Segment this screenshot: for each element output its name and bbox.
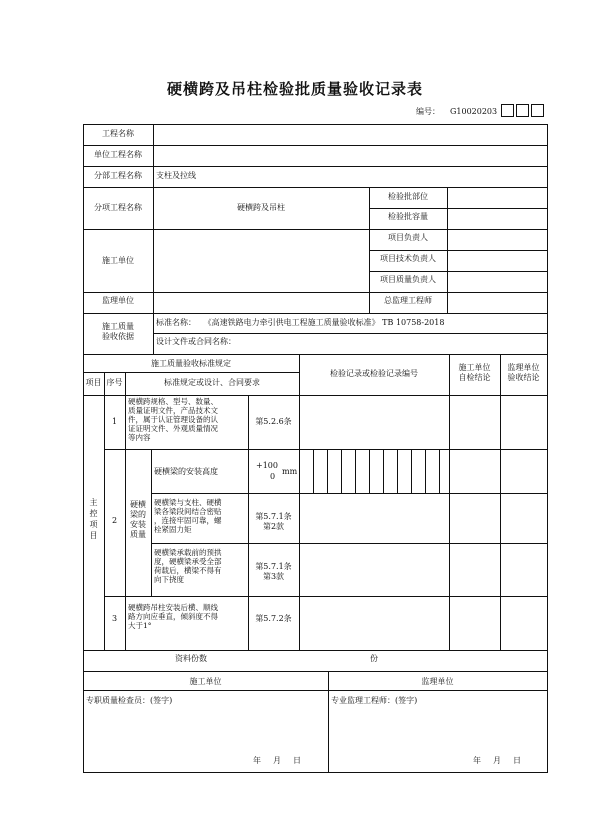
- grid-line: [104, 449, 547, 450]
- row-2a-tol-plus: +100: [256, 461, 278, 470]
- acceptance-spec-header: 施工质量验收标准规定: [151, 359, 231, 368]
- row-2a-tol-zero: 0: [270, 472, 276, 481]
- row-2-seq: 2: [111, 516, 118, 525]
- grid-line: [447, 187, 448, 313]
- item-project-label: 分项工程名称: [94, 203, 142, 212]
- inspector-signature[interactable]: 专职质量检查员：(签字): [86, 696, 173, 705]
- grid-line: [449, 354, 450, 650]
- quality-leader-label: 项目质量负责人: [380, 275, 436, 284]
- grid-line: [397, 449, 398, 493]
- standard-value: 《高速铁路电力牵引供电工程施工质量验收标准》 TB 10758-2018: [203, 318, 445, 327]
- grid-line: [83, 395, 547, 396]
- grid-line: [369, 208, 547, 209]
- grid-line: [83, 354, 547, 355]
- supervision-unit-label: 监理单位: [102, 296, 134, 305]
- grid-line: [355, 449, 356, 493]
- row-1-seq: 1: [111, 417, 118, 426]
- construction-year: 年: [253, 756, 261, 765]
- row-2c-requirement: 硬横梁承载前的预拱 度，硬横梁承受全部 荷载后，横梁不得有 向下挠度: [154, 548, 222, 584]
- construction-conclusion-2: 自检结论: [458, 373, 491, 382]
- tech-leader-label: 项目技术负责人: [380, 254, 436, 263]
- supervision-month: 月: [493, 756, 501, 765]
- main-control-label: 主 控 项 目: [89, 498, 98, 540]
- form-code: [416, 106, 497, 117]
- unit-project-label: 单位工程名称: [94, 150, 142, 159]
- grid-line: [411, 449, 412, 493]
- grid-line: [151, 449, 152, 596]
- record-header: 检验记录或检验记录编号: [330, 369, 418, 378]
- requirement-header: 标准规定或设计、合同要求: [164, 378, 260, 387]
- grid-line: [369, 449, 370, 493]
- footer-supervision-unit: 监理单位: [421, 677, 454, 686]
- inspection-part-label: 检验批部位: [388, 192, 428, 201]
- grid-line: [151, 493, 547, 494]
- standard-label: 标准名称：: [156, 318, 196, 327]
- grid-line: [341, 449, 342, 493]
- construction-conclusion-1: 施工单位: [458, 363, 491, 372]
- grid-line: [327, 449, 328, 493]
- grid-line: [83, 772, 548, 773]
- grid-line: [83, 690, 547, 691]
- supervision-conclusion-2: 验收结论: [507, 373, 540, 382]
- standard-line: [156, 318, 444, 328]
- code-box-1[interactable]: [501, 104, 514, 117]
- grid-line: [153, 333, 547, 334]
- grid-line: [547, 124, 548, 772]
- sub-project-label: 分部工程名称: [94, 171, 142, 180]
- code-label: 编号：: [416, 107, 440, 116]
- basis-label-2: 验收依据: [102, 332, 134, 341]
- row-2b-clause: 第5.7.1条 第2款: [255, 512, 292, 531]
- grid-line: [299, 354, 300, 650]
- code-value: G10020203: [450, 107, 498, 116]
- grid-line: [104, 596, 547, 597]
- grid-line: [439, 449, 440, 493]
- grid-line: [83, 650, 547, 651]
- item-project-value: 硬横跨及吊柱: [237, 203, 285, 212]
- grid-line: [153, 124, 154, 354]
- data-count-label: 资料份数: [175, 654, 207, 663]
- row-2c-clause: 第5.7.1条 第3款: [255, 562, 292, 581]
- grid-line: [500, 354, 501, 650]
- row-3-requirement: 硬横跨吊柱安装后横、顺线 路方向应垂直，倾斜度不得 大于1°: [128, 603, 218, 630]
- row-2a-requirement: 硬横梁的安装高度: [154, 467, 218, 476]
- code-box-3[interactable]: [531, 104, 544, 117]
- grid-line: [425, 449, 426, 493]
- grid-line: [369, 271, 547, 272]
- seq-header: 序号: [106, 378, 123, 387]
- sub-project-value: 支柱及拉线: [156, 171, 196, 180]
- grid-line: [83, 124, 84, 772]
- construction-day: 日: [293, 756, 301, 765]
- grid-line: [313, 449, 314, 493]
- construction-unit-label: 施工单位: [102, 256, 134, 265]
- grid-line: [369, 187, 370, 313]
- footer-construction-unit: 施工单位: [189, 677, 222, 686]
- supervision-year: 年: [473, 756, 481, 765]
- grid-line: [83, 671, 547, 672]
- grid-line: [151, 543, 547, 544]
- row-3-seq: 3: [111, 614, 118, 623]
- row-2-group-label: 硬横 梁的 安装 质量: [130, 500, 146, 539]
- inspection-capacity-label: 检验批容量: [388, 212, 428, 221]
- copies-label: 份: [370, 654, 378, 663]
- grid-line: [369, 250, 547, 251]
- basis-label-1: 施工质量: [102, 322, 134, 331]
- row-1-requirement: 硬横跨规格、型号、数量、 质量证明文件，产品技术文 件，属于认证管理设备的认 证证明文件、外观质量情况 等内容: [128, 397, 218, 442]
- row-1-clause: 第5.2.6条: [255, 417, 292, 426]
- chief-supervisor-label: 总监理工程师: [384, 296, 432, 305]
- row-3-clause: 第5.7.2条: [255, 614, 292, 623]
- supervision-day: 日: [513, 756, 521, 765]
- engineer-signature[interactable]: 专业监理工程师：(签字): [331, 696, 418, 705]
- project-leader-label: 项目负责人: [388, 233, 428, 242]
- item-header: 项目: [85, 378, 102, 387]
- grid-line: [383, 449, 384, 493]
- form-title: 硬横跨及吊柱检验批质量验收记录表: [166, 80, 423, 98]
- row-2a-tol-unit: mm: [282, 467, 298, 476]
- grid-line: [83, 372, 299, 373]
- row-2b-requirement: 硬横梁与支柱、硬横 梁各梁段间结合密贴 ，连接牢固可靠，螺 栓紧固力矩: [154, 498, 222, 534]
- design-docs-label: 设计文件或合同名称：: [156, 337, 236, 346]
- supervision-conclusion-1: 监理单位: [507, 363, 540, 372]
- code-box-2[interactable]: [516, 104, 529, 117]
- grid-line: [104, 372, 105, 650]
- project-name-label: 工程名称: [102, 129, 134, 138]
- construction-month: 月: [273, 756, 281, 765]
